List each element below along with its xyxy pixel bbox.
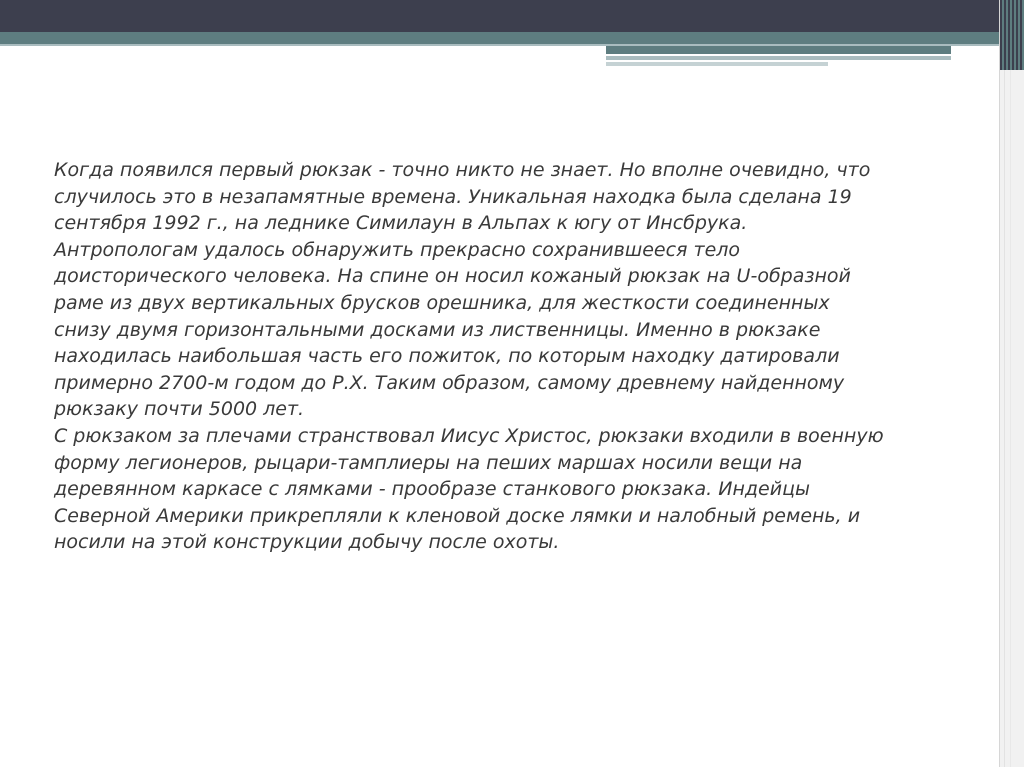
slide-body-text xyxy=(54,157,974,556)
right-edge-line xyxy=(1010,70,1011,767)
right-edge-header-stripes xyxy=(1000,0,1024,70)
paragraph-2: С рюкзаком за плечами странствовал Иисус Христос, рюкзаки входили в военную форму легионеров, рыцари-тамплиеры на пеших маршах носили вещи на деревянном каркасе с лямками - прообразе станкового рюкзака. Индейцы Северной Америки прикрепляли к кленовой доске лямки и налобный ремень, и носили на этой конструкции добычу после охоты. xyxy=(54,424,884,554)
header-accent-bar xyxy=(606,46,951,54)
paragraph-1: Когда появился первый рюкзак - точно никто не знает. Но вполне очевидно, что случилось это в незапамятные времена. Уникальная находка была сделана 19 сентября 1992 г., на леднике Симилаун в Альпах к югу от Инсбрука. Антропологам удалось обнаружить прекрасно сохранившееся тело доисторического человека. На спине он носил кожаный рюкзак на U-образной раме из двух вертикальных брусков орешника, для жесткости соединенных снизу двумя горизонтальными досками из лиственницы. Именно в рюкзаке находилась наибольшая часть его пожиток, по которым находку датировали примерно 2700-м годом до Р.Х. Таким образом, самому древнему найденному рюкзаку почти 5000 лет. xyxy=(54,159,871,421)
header-accent-bar-tertiary xyxy=(606,62,828,66)
right-edge-line xyxy=(1004,70,1005,767)
right-edge-divider xyxy=(999,0,1000,767)
header-teal-stripe xyxy=(0,32,1024,44)
header-band xyxy=(0,0,1024,32)
header-accent-bar-secondary xyxy=(606,56,951,60)
